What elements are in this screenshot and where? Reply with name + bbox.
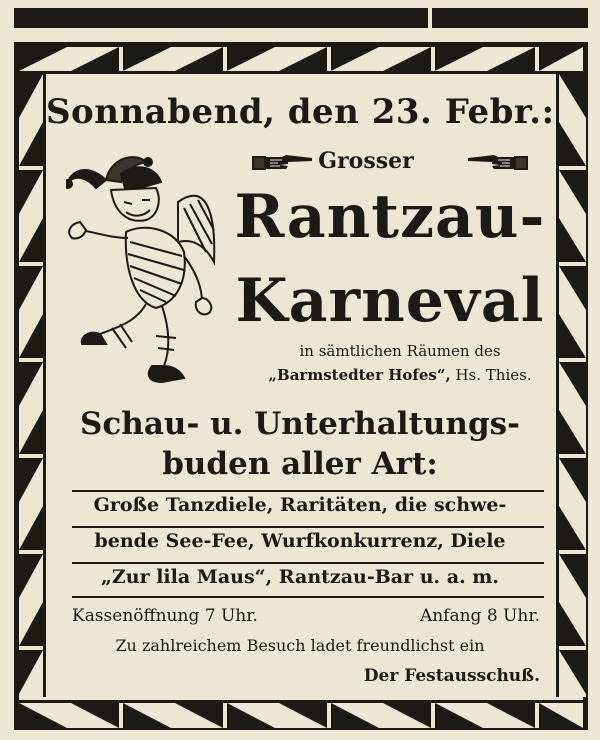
frame-band-top (19, 47, 583, 74)
pointing-hand-left-icon (466, 152, 528, 178)
rule-1 (72, 490, 544, 492)
jester-illustration (66, 152, 236, 396)
intro-grosser: Grosser (318, 148, 414, 174)
frame-band-bottom (19, 700, 583, 728)
invitation: Zu zahlreichem Besuch ladet freundlichst ein (115, 636, 485, 655)
title-rantzau: Rantzau- (234, 182, 546, 252)
frame-band-right (556, 74, 586, 697)
rule-2 (72, 526, 544, 528)
signature: Der Festausschuß. (363, 666, 540, 686)
rule-3 (72, 562, 544, 564)
frame-band-left (19, 74, 46, 697)
rule-4 (72, 596, 544, 598)
subhead-line-2: buden aller Art: (162, 446, 438, 482)
start-time: Anfang 8 Uhr. (419, 606, 540, 626)
venue-line-1: in sämtlichen Räumen des (299, 342, 501, 360)
attraction-line-2: bende See-Fee, Wurfkonkurrenz, Diele (94, 530, 506, 552)
attraction-line-1: Große Tanzdiele, Raritäten, die schwe- (93, 494, 507, 516)
poster-content (46, 74, 554, 697)
top-rule (14, 8, 588, 28)
venue-line-2 (246, 366, 554, 384)
venue-name: „Barmstedter Hofes“, (268, 366, 451, 384)
subhead-line-1: Schau- u. Unterhaltungs- (80, 406, 520, 442)
venue-owner: Hs. Thies. (455, 366, 532, 384)
doors-open: Kassenöffnung 7 Uhr. (72, 606, 258, 626)
headline-date: Sonnabend, den 23. Febr.: (46, 92, 555, 132)
attraction-line-3: „Zur lila Maus“, Rantzau-Bar u. a. m. (100, 566, 500, 588)
title-karneval: Karneval (235, 266, 545, 336)
